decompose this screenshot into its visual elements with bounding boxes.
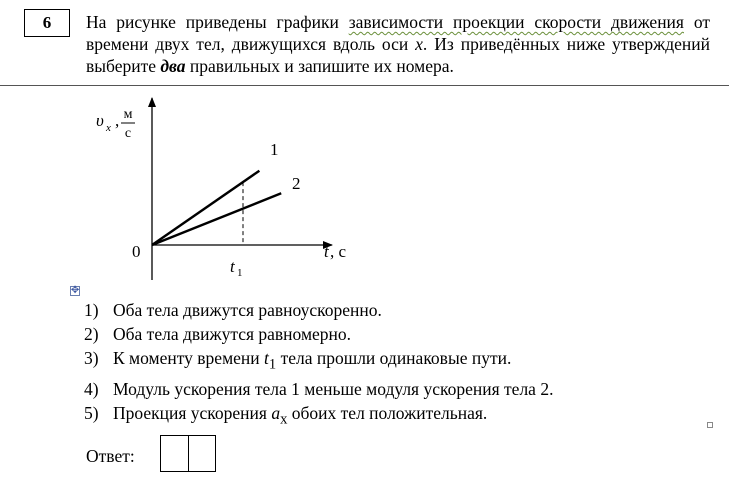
task-number: 6	[24, 9, 70, 37]
option-number: 2)	[84, 324, 99, 344]
option-text: Модуль ускорения тела 1 меньше модуля ускорения тела 2.	[113, 378, 554, 399]
series-label-2: 2	[292, 174, 301, 193]
option-text	[113, 346, 511, 377]
option-text-part: К моменту времени	[113, 348, 265, 368]
answer-cells	[160, 435, 216, 472]
option-5	[84, 401, 553, 432]
stem-spellcheck-underlined[interactable]: зависимости проекции скорости движения	[348, 12, 684, 32]
option-text-part: обоих тел положительная.	[287, 402, 488, 423]
stem-part: правильных и запишите их номера.	[185, 56, 454, 76]
option-text-part: Проекция ускорения	[113, 402, 272, 423]
option-text: Оба тела движутся равноускоренно.	[113, 300, 382, 320]
option-variable-subscript: 1	[268, 356, 277, 373]
y-axis-label	[96, 107, 135, 141]
origin-label: 0	[132, 242, 141, 261]
y-label-separator: ,	[115, 111, 120, 130]
option-number: 5)	[84, 402, 99, 423]
option-number: 4)	[84, 378, 99, 399]
option-1	[84, 298, 553, 322]
y-label-subscript: x	[106, 122, 111, 134]
x-label-symbol: t	[324, 242, 329, 261]
stem-emphasis: два	[160, 56, 186, 76]
y-label-symbol: υ	[96, 111, 104, 130]
stem-axis-symbol: x	[415, 34, 423, 54]
option-2	[84, 322, 553, 346]
option-variable: a	[271, 402, 281, 423]
answer-label: Ответ:	[86, 446, 135, 466]
option-text-part: тела прошли одинаковые пути.	[276, 348, 512, 368]
stem-part: от времени двух тел, движущихся вдоль оси	[86, 12, 711, 54]
option-4	[84, 377, 553, 401]
stem-part: На рисунке приведены графики	[86, 12, 349, 32]
option-number: 1)	[84, 300, 99, 320]
option-variable-subscript: x	[280, 411, 288, 427]
option-text: Оба тела движутся равномерно.	[113, 324, 352, 344]
answer-cell-1[interactable]	[161, 436, 188, 471]
t1-subscript: 1	[237, 267, 243, 279]
series-label-1: 1	[270, 140, 279, 159]
x-axis-label	[324, 242, 347, 261]
option-number: 3)	[84, 348, 99, 368]
move-icon[interactable]: ✥	[70, 285, 80, 296]
y-unit-numerator: м	[123, 107, 133, 122]
table-resize-handle[interactable]	[707, 422, 713, 428]
stem-part: . Из приведённых ниже утверждений выберите	[86, 34, 710, 76]
y-unit-denominator: с	[124, 126, 132, 141]
option-3	[84, 346, 553, 377]
answer-cell-2[interactable]	[188, 436, 215, 471]
x-label-unit: , c	[330, 242, 347, 261]
options-list	[84, 298, 553, 431]
task-statement	[86, 11, 710, 77]
velocity-time-graph	[80, 90, 380, 285]
t1-label	[230, 257, 243, 279]
option-variable: t	[264, 348, 269, 368]
option-text	[113, 401, 487, 432]
section-divider	[0, 85, 729, 86]
t1-symbol: t	[230, 257, 235, 276]
